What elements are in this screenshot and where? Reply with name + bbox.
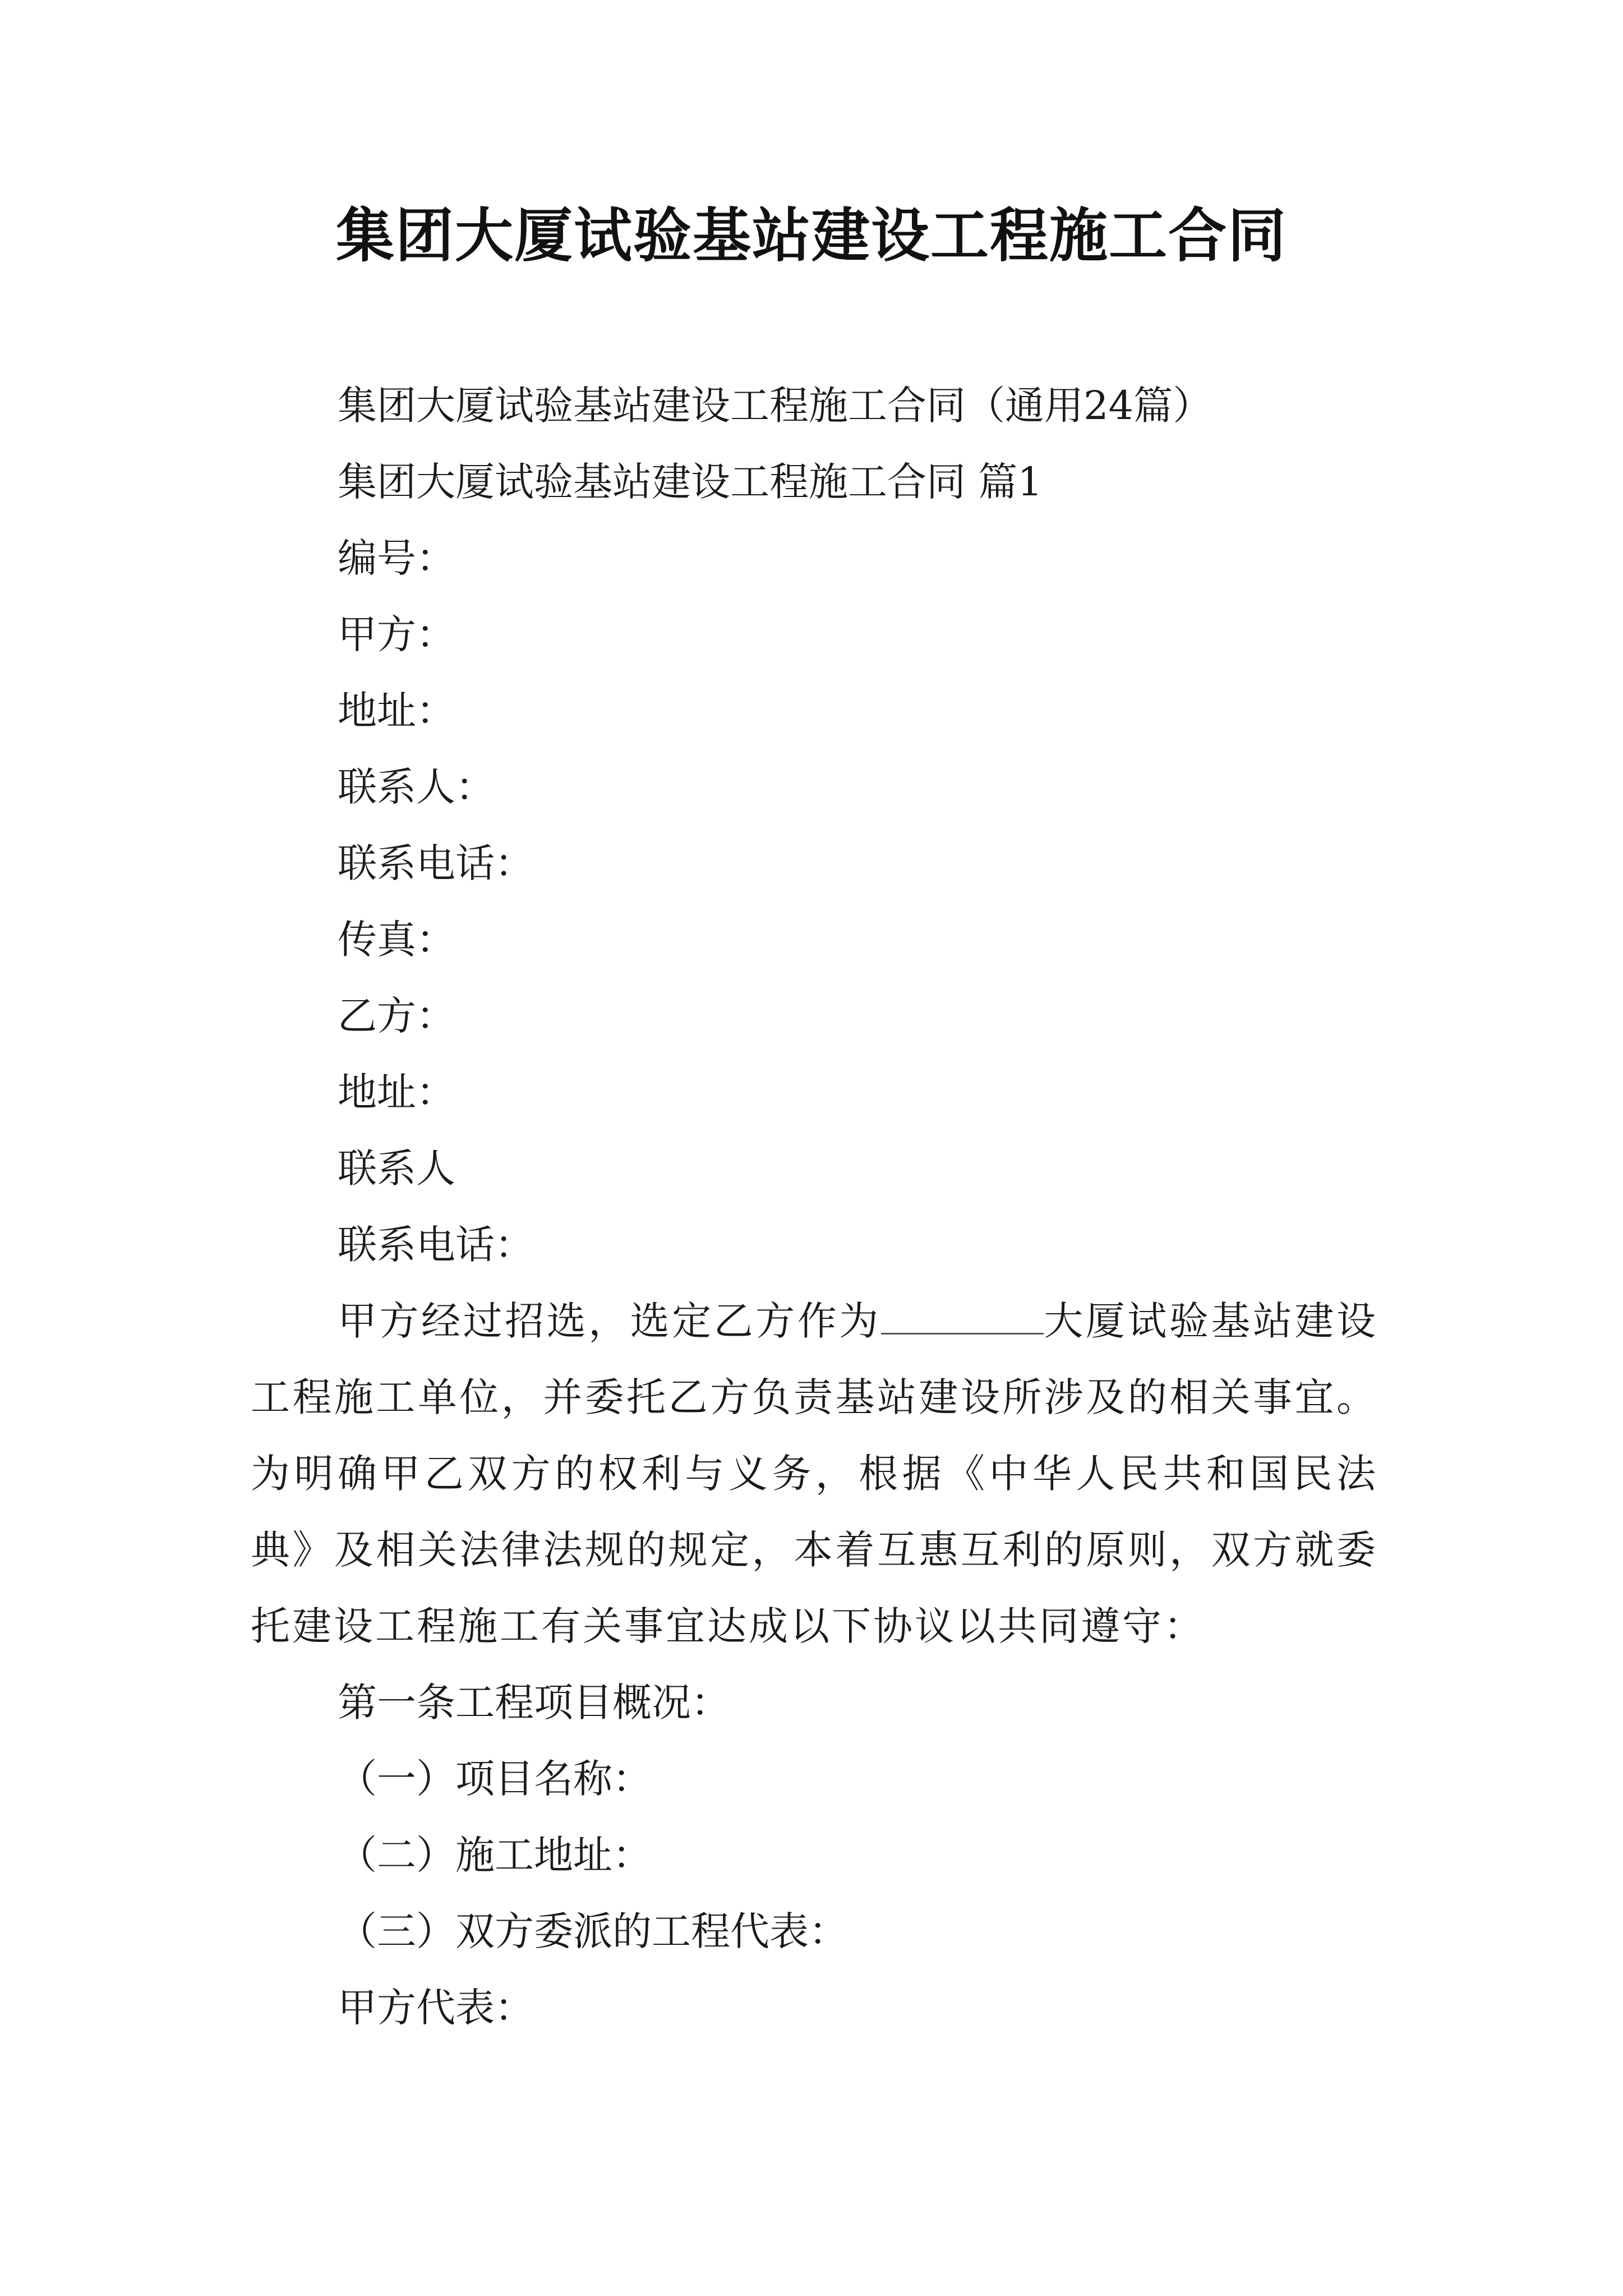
field-party-b-phone: 联系电话： xyxy=(338,1222,534,1268)
field-party-a-contact: 联系人： xyxy=(338,764,495,810)
intro-text-start: 甲方经过招选，选定乙方作为 xyxy=(338,1298,881,1344)
fill-in-blank xyxy=(881,1301,1044,1335)
item-construction-address: （二）施工地址： xyxy=(338,1832,652,1878)
field-party-a-address: 地址： xyxy=(338,688,455,734)
field-party-a-fax: 传真： xyxy=(338,917,455,963)
field-party-b-contact: 联系人 xyxy=(338,1145,455,1191)
document-body xyxy=(251,367,1378,2046)
intro-paragraph xyxy=(251,1283,1378,1664)
item-representatives: （三）双方委派的工程代表： xyxy=(338,1908,848,1954)
field-number: 编号： xyxy=(338,535,455,581)
section-heading: 集团大厦试验基站建设工程施工合同 篇1 xyxy=(338,459,1043,505)
article-one-heading: 第一条工程项目概况： xyxy=(338,1680,730,1726)
intro-text-rest: 大厦试验基站建设工程施工单位，并委托乙方负责基站建设所涉及的相关事宜。为明确甲乙双方的权利与义务，根据《中华人民共和国民法典》及相关法律法规的规定，本着互惠互利的原则，双方就委托建设工程施工有关事宜达成以下协议以共同遵守： xyxy=(251,1298,1378,1649)
item-project-name: （一）项目名称： xyxy=(338,1756,652,1802)
field-party-a-representative: 甲方代表： xyxy=(338,1985,534,2031)
field-party-a-phone: 联系电话： xyxy=(338,840,534,886)
field-party-a: 甲方： xyxy=(338,611,455,657)
field-party-b-address: 地址： xyxy=(338,1069,455,1115)
subtitle-line: 集团大厦试验基站建设工程施工合同（通用24篇） xyxy=(338,383,1212,429)
document-title: 集团大厦试验基站建设工程施工合同 xyxy=(335,201,1287,270)
field-party-b: 乙方： xyxy=(338,993,455,1039)
